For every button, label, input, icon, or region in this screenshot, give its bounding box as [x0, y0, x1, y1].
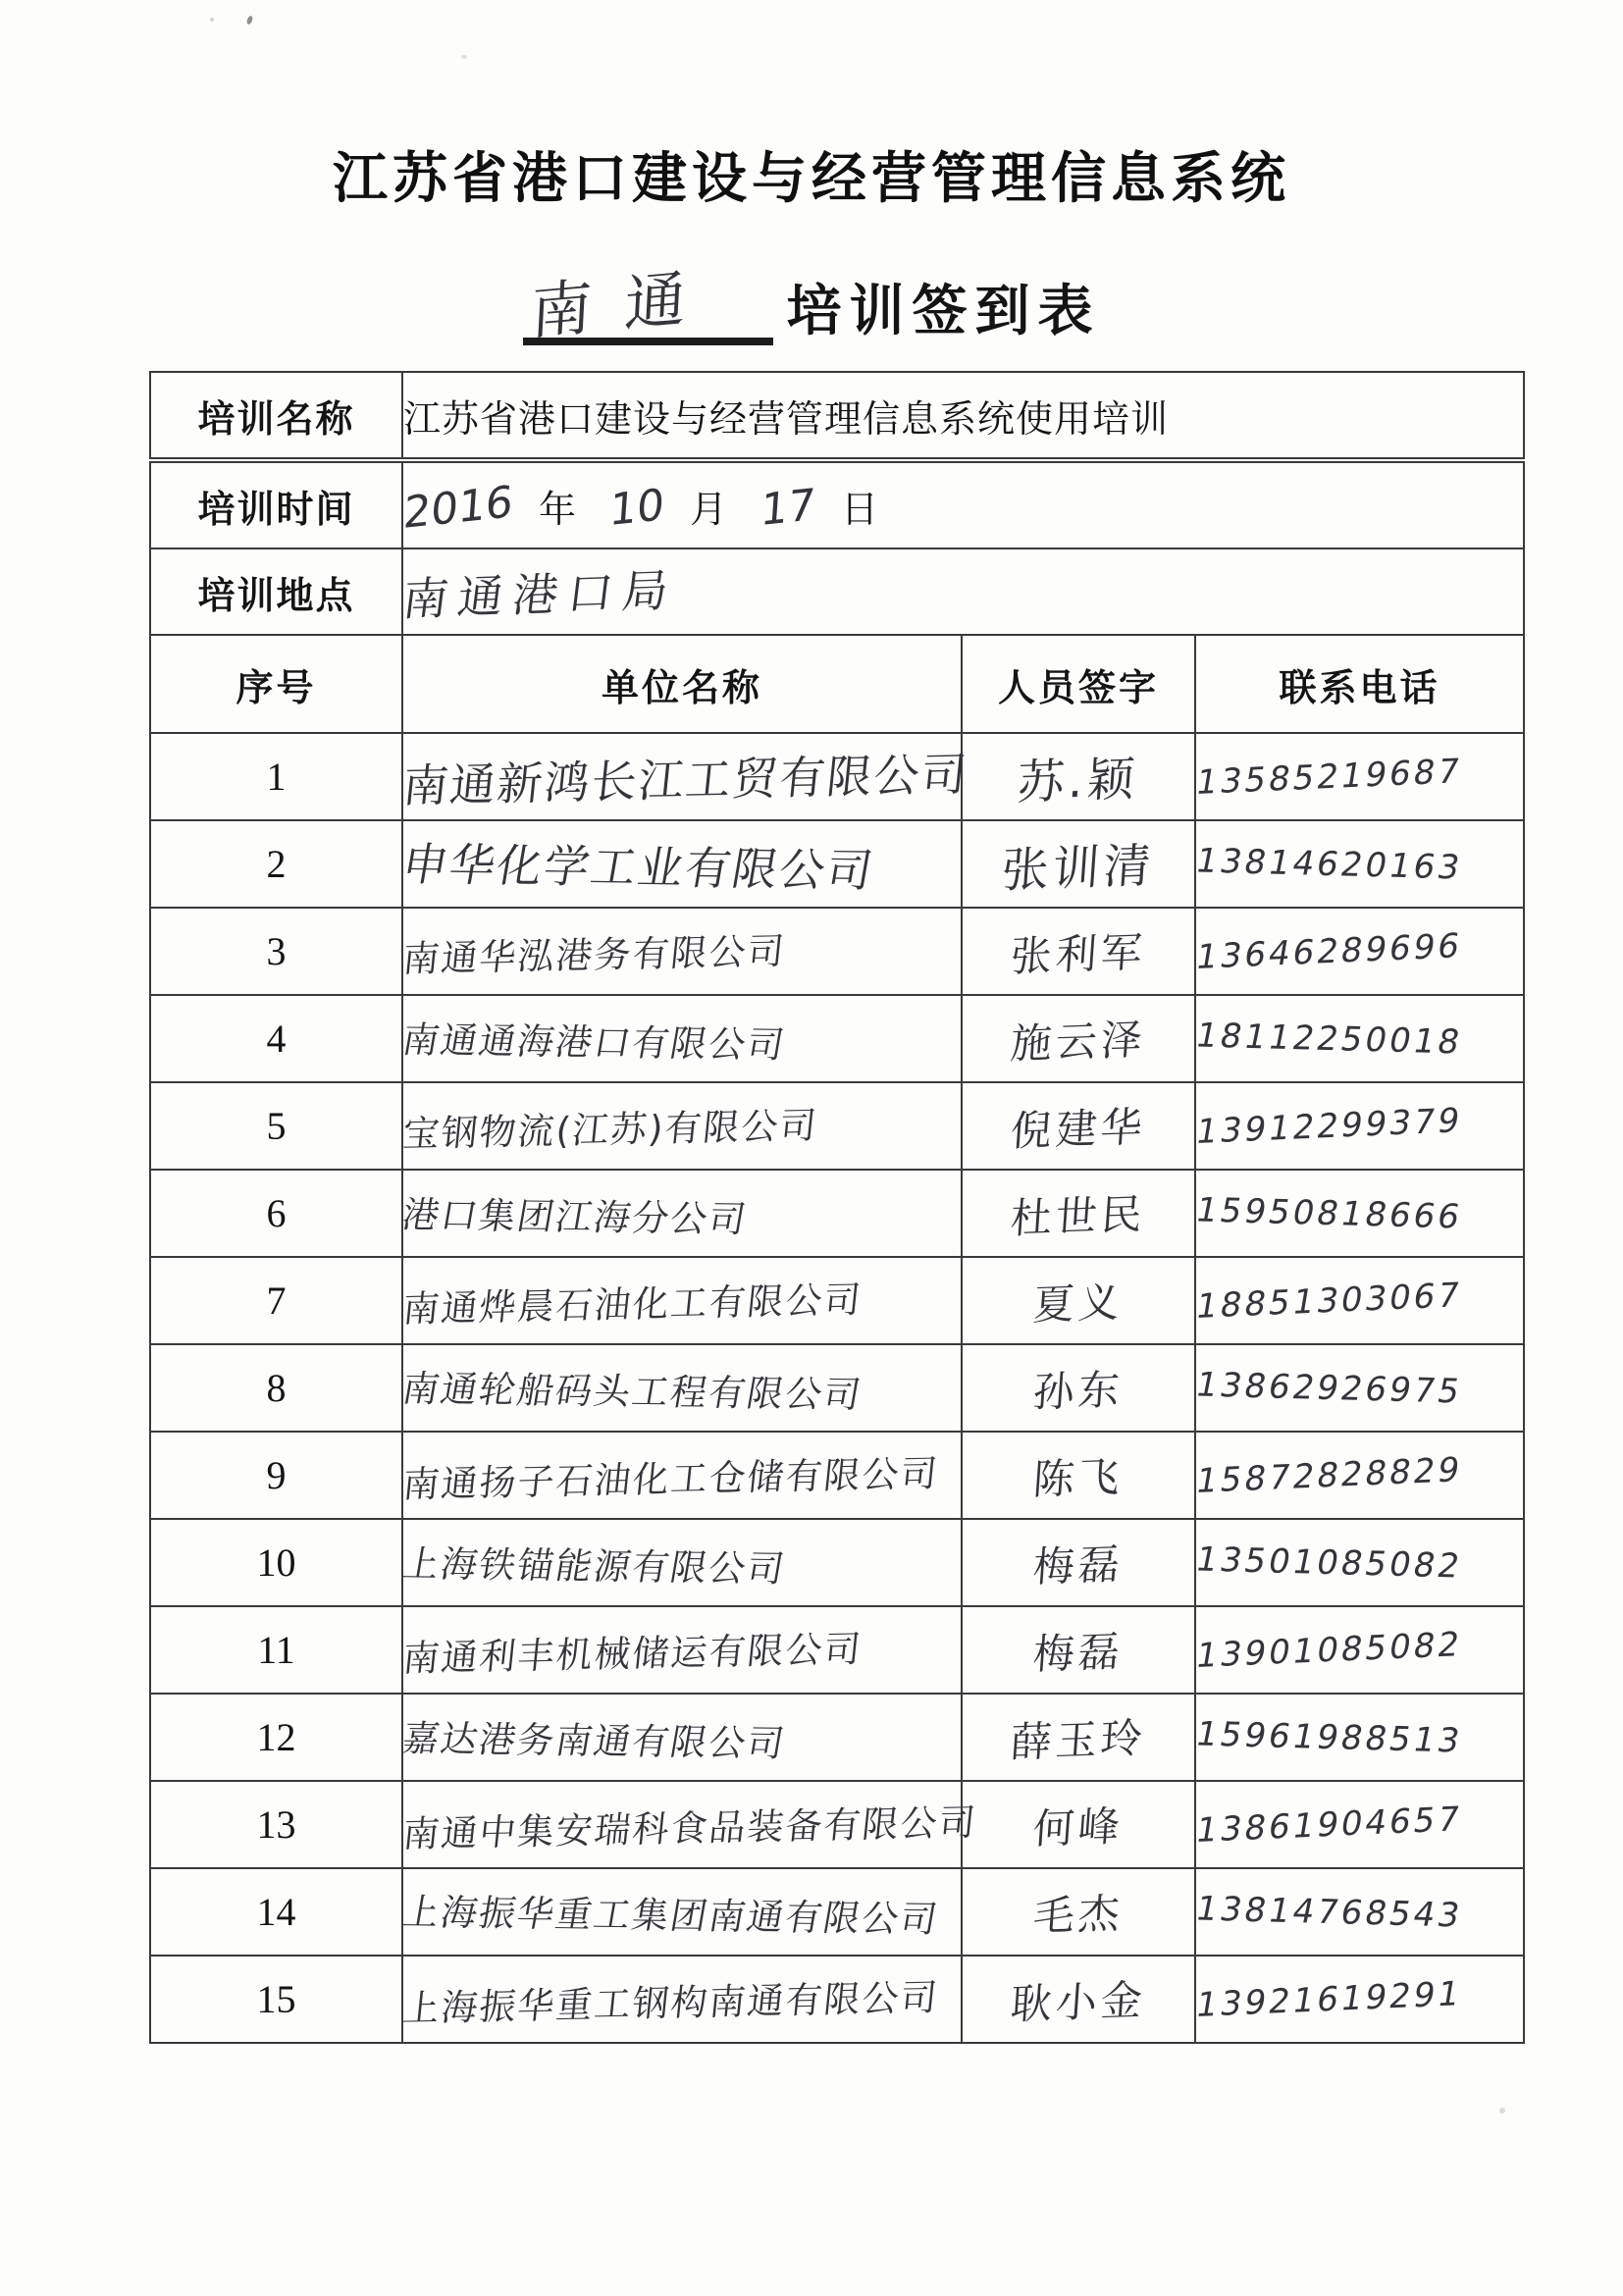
table-row: [150, 1781, 1524, 1868]
company-cell: [400, 1781, 979, 1868]
signin-table-body: [150, 372, 1524, 2043]
row-number-cell: [150, 1781, 402, 1868]
row-number-cell: [150, 1082, 402, 1170]
company-cell: [402, 1432, 962, 1519]
signature-cell: [962, 1781, 1195, 1868]
company-cell: [402, 1257, 962, 1344]
handwritten-phone: 13814768543: [1191, 1889, 1466, 1935]
row-number: 13: [256, 1802, 296, 1847]
handwritten-phone: 13814620163: [1191, 841, 1466, 887]
signature-cell: [962, 1694, 1195, 1781]
month-unit: 月: [690, 489, 728, 531]
handwritten-signature: 杜世民: [1009, 1189, 1148, 1242]
company-cell: [402, 1956, 962, 2043]
row-number-cell: [150, 1170, 402, 1257]
handwritten-company-name: 南通新鸿长江工贸有限公司: [400, 747, 971, 812]
signature-cell: [962, 1344, 1195, 1432]
table-row: [150, 1694, 1524, 1781]
handwritten-day: 17: [759, 479, 817, 536]
handwritten-phone: 13901085082: [1192, 1624, 1466, 1676]
signature-cell: [962, 733, 1195, 820]
company-cell: [398, 1344, 962, 1432]
phone-cell: [1192, 1956, 1524, 2043]
table-row: [150, 1519, 1524, 1606]
header-company: 单位名称: [402, 635, 962, 733]
handwritten-year: 2016: [401, 476, 515, 539]
row-number-cell: [150, 820, 402, 908]
signature-cell: [962, 995, 1195, 1082]
training-place-value: [399, 548, 1524, 635]
scan-speck: [246, 15, 254, 25]
handwritten-signature: 梅磊: [1031, 1626, 1126, 1679]
row-number: 6: [266, 1191, 287, 1235]
handwritten-signature: 毛杰: [1031, 1888, 1126, 1941]
handwritten-company-name: 南通扬子石油化工仓储有限公司: [400, 1451, 941, 1506]
header-phone: 联系电话: [1195, 635, 1524, 733]
row-number: 4: [266, 1017, 287, 1061]
row-number-cell: [150, 1344, 402, 1432]
row-number: 8: [266, 1366, 287, 1410]
handwritten-company-name: 南通轮船码头工程有限公司: [398, 1367, 866, 1416]
signature-cell: [962, 1519, 1195, 1606]
handwritten-signature: 陈飞: [1031, 1451, 1126, 1504]
handwritten-signature: 张训清: [999, 838, 1157, 899]
table-row: [150, 1606, 1524, 1694]
handwritten-phone: 13646289696: [1192, 925, 1466, 977]
handwritten-signature: 施云泽: [1009, 1015, 1148, 1068]
training-name-value: 江苏省港口建设与经营管理信息系统使用培训: [402, 372, 1524, 460]
page-title: 江苏省港口建设与经营管理信息系统: [333, 149, 1290, 210]
handwritten-company-name: 南通通海港口有限公司: [398, 1018, 790, 1067]
company-cell: [398, 1519, 962, 1606]
table-row: [150, 1344, 1524, 1432]
row-number-cell: [150, 1694, 402, 1781]
phone-cell: [1191, 1868, 1524, 1956]
phone-cell: [1191, 820, 1524, 908]
phone-cell: [1192, 1606, 1524, 1694]
handwritten-phone: 13585219687: [1192, 751, 1466, 803]
company-cell: [402, 1606, 962, 1694]
signature-cell: [962, 1170, 1195, 1257]
row-number: 1: [266, 755, 287, 799]
row-number: 11: [257, 1628, 295, 1672]
company-cell: [398, 1868, 962, 1956]
row-number: 10: [256, 1540, 296, 1585]
handwritten-phone: 15961988513: [1191, 1714, 1466, 1760]
table-row: [150, 733, 1524, 820]
handwritten-month: 10: [607, 479, 666, 536]
table-row: [150, 1868, 1524, 1956]
table-row: [150, 1432, 1524, 1519]
subtitle: [0, 237, 1623, 348]
company-cell: [402, 1082, 962, 1170]
handwritten-company-name: 宝钢物流(江苏)有限公司: [400, 1104, 820, 1155]
scan-speck: [1499, 2108, 1505, 2113]
handwritten-phone: 18851303067: [1192, 1275, 1466, 1327]
handwritten-signature: 薛玉玲: [1009, 1713, 1148, 1766]
company-cell: [400, 733, 971, 820]
city-blank-underline: [523, 243, 773, 348]
row-number-cell: [150, 1257, 402, 1344]
table-row: [150, 1257, 1524, 1344]
handwritten-signature: 何峰: [1031, 1800, 1126, 1853]
handwritten-signature: 苏.颖: [1016, 751, 1141, 811]
handwritten-signature: 张利军: [1009, 927, 1148, 980]
phone-cell: [1191, 1519, 1524, 1606]
handwritten-phone: 13861904657: [1192, 1799, 1466, 1851]
handwritten-phone: 13862926975: [1191, 1365, 1466, 1411]
phone-cell: [1191, 1170, 1524, 1257]
phone-cell: [1191, 1694, 1524, 1781]
phone-cell: [1192, 1082, 1524, 1170]
phone-cell: [1192, 1257, 1524, 1344]
handwritten-company-name: 南通华泓港务有限公司: [400, 929, 788, 980]
handwritten-phone: 15872828829: [1192, 1449, 1466, 1501]
signin-table: [149, 371, 1525, 2044]
day-unit: 日: [841, 489, 879, 531]
company-cell: [398, 1170, 962, 1257]
row-number: 9: [266, 1453, 287, 1497]
signature-cell: [962, 820, 1195, 908]
handwritten-place: 南通港口局: [399, 562, 681, 627]
handwritten-phone: 13912299379: [1192, 1100, 1466, 1152]
table-row: [150, 908, 1524, 995]
training-time-value: [402, 460, 1524, 548]
handwritten-company-name: 南通烨晨石油化工有限公司: [400, 1278, 864, 1331]
row-number-cell: [150, 908, 402, 995]
row-number-cell: [150, 995, 402, 1082]
handwritten-company-name: 南通中集安瑞科食品装备有限公司: [400, 1800, 979, 1855]
table-row: [150, 820, 1524, 908]
handwritten-company-name: 南通利丰机械储运有限公司: [400, 1627, 864, 1680]
row-number: 7: [266, 1278, 287, 1323]
phone-cell: [1191, 995, 1524, 1082]
handwritten-phone: 13501085082: [1191, 1539, 1466, 1586]
training-time-label: 培训时间: [150, 460, 402, 548]
table-row: [150, 1956, 1524, 2043]
table-row: [150, 1082, 1524, 1170]
training-name-row: [150, 372, 1524, 460]
handwritten-company-name: 上海振华重工钢构南通有限公司: [400, 1975, 941, 2030]
handwritten-signature: 孙东: [1031, 1364, 1126, 1417]
table-header-row: [150, 635, 1524, 733]
handwritten-signature: 夏义: [1031, 1277, 1126, 1330]
handwritten-city: 南通: [528, 259, 720, 348]
signature-cell: [962, 1082, 1195, 1170]
training-place-row: [150, 548, 1524, 635]
subtitle-label: 培训签到表: [786, 282, 1101, 342]
handwritten-signature: 耿小金: [1009, 1975, 1148, 2028]
handwritten-company-name: 上海铁锚能源有限公司: [398, 1541, 790, 1591]
handwritten-company-name: 上海振华重工集团南通有限公司: [398, 1890, 943, 1941]
company-cell: [397, 820, 962, 908]
row-number: 15: [256, 1977, 296, 2021]
header-no: 序号: [150, 635, 402, 733]
row-number-cell: [150, 1868, 402, 1956]
handwritten-phone: 13921619291: [1192, 1973, 1466, 2025]
handwritten-company-name: 港口集团江海分公司: [398, 1193, 752, 1240]
training-time-row: [150, 460, 1524, 548]
scan-speck: [461, 55, 467, 59]
row-number-cell: [150, 1606, 402, 1694]
scan-speck: [210, 18, 214, 22]
training-name-label: 培训名称: [150, 372, 402, 460]
phone-cell: [1192, 733, 1524, 820]
signature-cell: [962, 1606, 1195, 1694]
phone-cell: [1192, 908, 1524, 995]
handwritten-signature: 梅磊: [1031, 1539, 1126, 1592]
handwritten-company-name: 申华化学工业有限公司: [397, 837, 879, 897]
signature-cell: [962, 1432, 1195, 1519]
row-number-cell: [150, 1956, 402, 2043]
signature-cell: [962, 1257, 1195, 1344]
signature-cell: [962, 1956, 1195, 2043]
row-number: 2: [266, 842, 287, 886]
signature-cell: [962, 1868, 1195, 1956]
row-number: 12: [256, 1715, 296, 1759]
phone-cell: [1192, 1432, 1524, 1519]
row-number-cell: [150, 733, 402, 820]
row-number-cell: [150, 1519, 402, 1606]
row-number: 14: [256, 1890, 296, 1934]
handwritten-signature: 倪建华: [1009, 1102, 1148, 1155]
phone-cell: [1192, 1781, 1524, 1868]
company-cell: [398, 995, 962, 1082]
training-place-label: 培训地点: [150, 548, 402, 635]
row-number: 3: [266, 929, 287, 973]
header-signature: 人员签字: [962, 635, 1195, 733]
table-row: [150, 995, 1524, 1082]
company-cell: [398, 1694, 962, 1781]
company-cell: [402, 908, 962, 995]
table-row: [150, 1170, 1524, 1257]
handwritten-phone: 18112250018: [1191, 1016, 1466, 1062]
signature-cell: [962, 908, 1195, 995]
row-number-cell: [150, 1432, 402, 1519]
phone-cell: [1191, 1344, 1524, 1432]
year-unit: 年: [538, 489, 576, 531]
row-number: 5: [266, 1104, 287, 1148]
handwritten-phone: 15950818666: [1191, 1190, 1466, 1236]
handwritten-company-name: 嘉达港务南通有限公司: [398, 1716, 790, 1765]
